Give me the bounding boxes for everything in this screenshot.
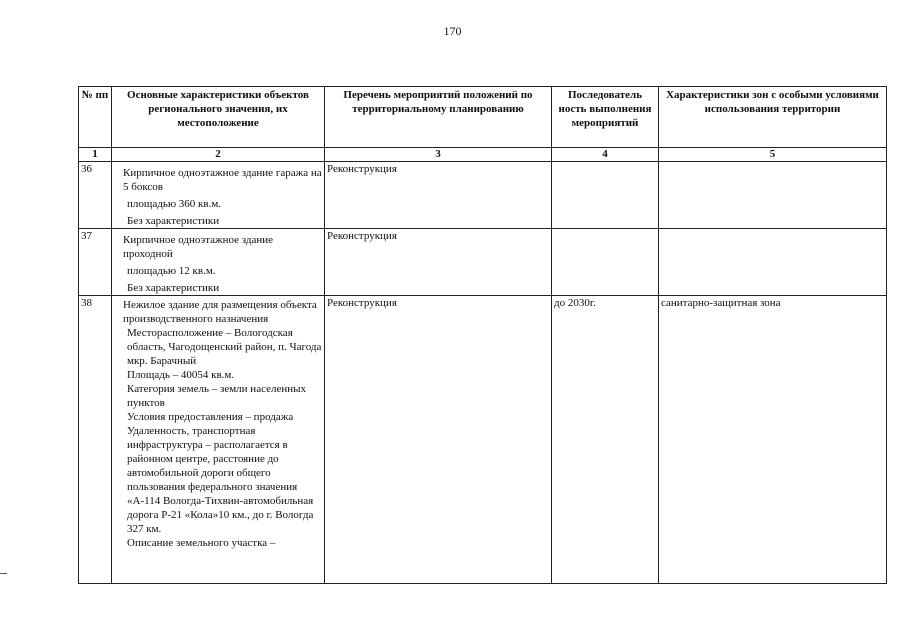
table-row [79, 296, 887, 584]
header-num: № пп [79, 87, 112, 148]
row-description [112, 162, 325, 229]
row-sequence [552, 229, 659, 296]
column-number: 2 [112, 148, 325, 162]
column-number: 1 [79, 148, 112, 162]
description-line: площадью 360 кв.м. [127, 198, 222, 210]
header-row [79, 87, 887, 148]
description-line: Условия предоставления – продажа [127, 411, 294, 423]
description-line: Категория земель – земли населенных пунктов [127, 383, 307, 409]
row-sequence: до 2030г. [552, 296, 659, 584]
page-number: 170 [443, 24, 462, 38]
description-line: Без характеристики [127, 282, 220, 294]
row-zones [659, 229, 887, 296]
header-characteristics: Основные характеристики объектов регионального значения, их местоположение [112, 87, 325, 148]
header-zones: Характеристики зон с особыми условиями использования территории [659, 87, 887, 148]
row-zones [659, 162, 887, 229]
description-line: Описание земельного участка – [127, 537, 276, 549]
row-number: 36 [79, 162, 112, 229]
column-number: 5 [659, 148, 887, 162]
description-line: Кирпичное одноэтажное здание гаража на 5 боксов [123, 167, 322, 193]
row-sequence [552, 162, 659, 229]
column-number: 3 [325, 148, 552, 162]
description-line: Удаленность, транспортная инфраструктура – располагается в районном центре, расстояние до автомобильной дороги общего пользования федерального значения «А-114 Вологда-Тихвин-автомобильная дорога Р-21 «Кола»10 км., до г. Вологда 327 км. [127, 425, 314, 535]
column-numbers-row [79, 148, 887, 162]
table-row [79, 229, 887, 296]
header-measures: Перечень мероприятий положений по территориальному планированию [325, 87, 552, 148]
column-number: 4 [552, 148, 659, 162]
row-description [112, 296, 325, 584]
row-description [112, 229, 325, 296]
description-line: Кирпичное одноэтажное здание проходной [123, 234, 274, 260]
description-line: Нежилое здание для размещения объекта производственного назначения [123, 299, 317, 325]
row-measures: Реконструкция [325, 296, 552, 584]
description-line: Месторасположение – Вологодская область, Чагодощенский район, п. Чагода мкр. Барачный [127, 327, 322, 367]
row-measures: Реконструкция [325, 229, 552, 296]
description-line: Площадь – 40054 кв.м. [127, 369, 235, 381]
description-line: площадью 12 кв.м. [127, 265, 216, 277]
header-sequence: Последователь ность выполнения мероприятий [552, 87, 659, 148]
row-zones: санитарно-защитная зона [659, 296, 887, 584]
table-row [79, 162, 887, 229]
margin-mark [0, 573, 7, 574]
row-number: 37 [79, 229, 112, 296]
row-number: 38 [79, 296, 112, 584]
planning-table [78, 86, 887, 584]
row-measures: Реконструкция [325, 162, 552, 229]
description-line: Без характеристики [127, 215, 220, 227]
